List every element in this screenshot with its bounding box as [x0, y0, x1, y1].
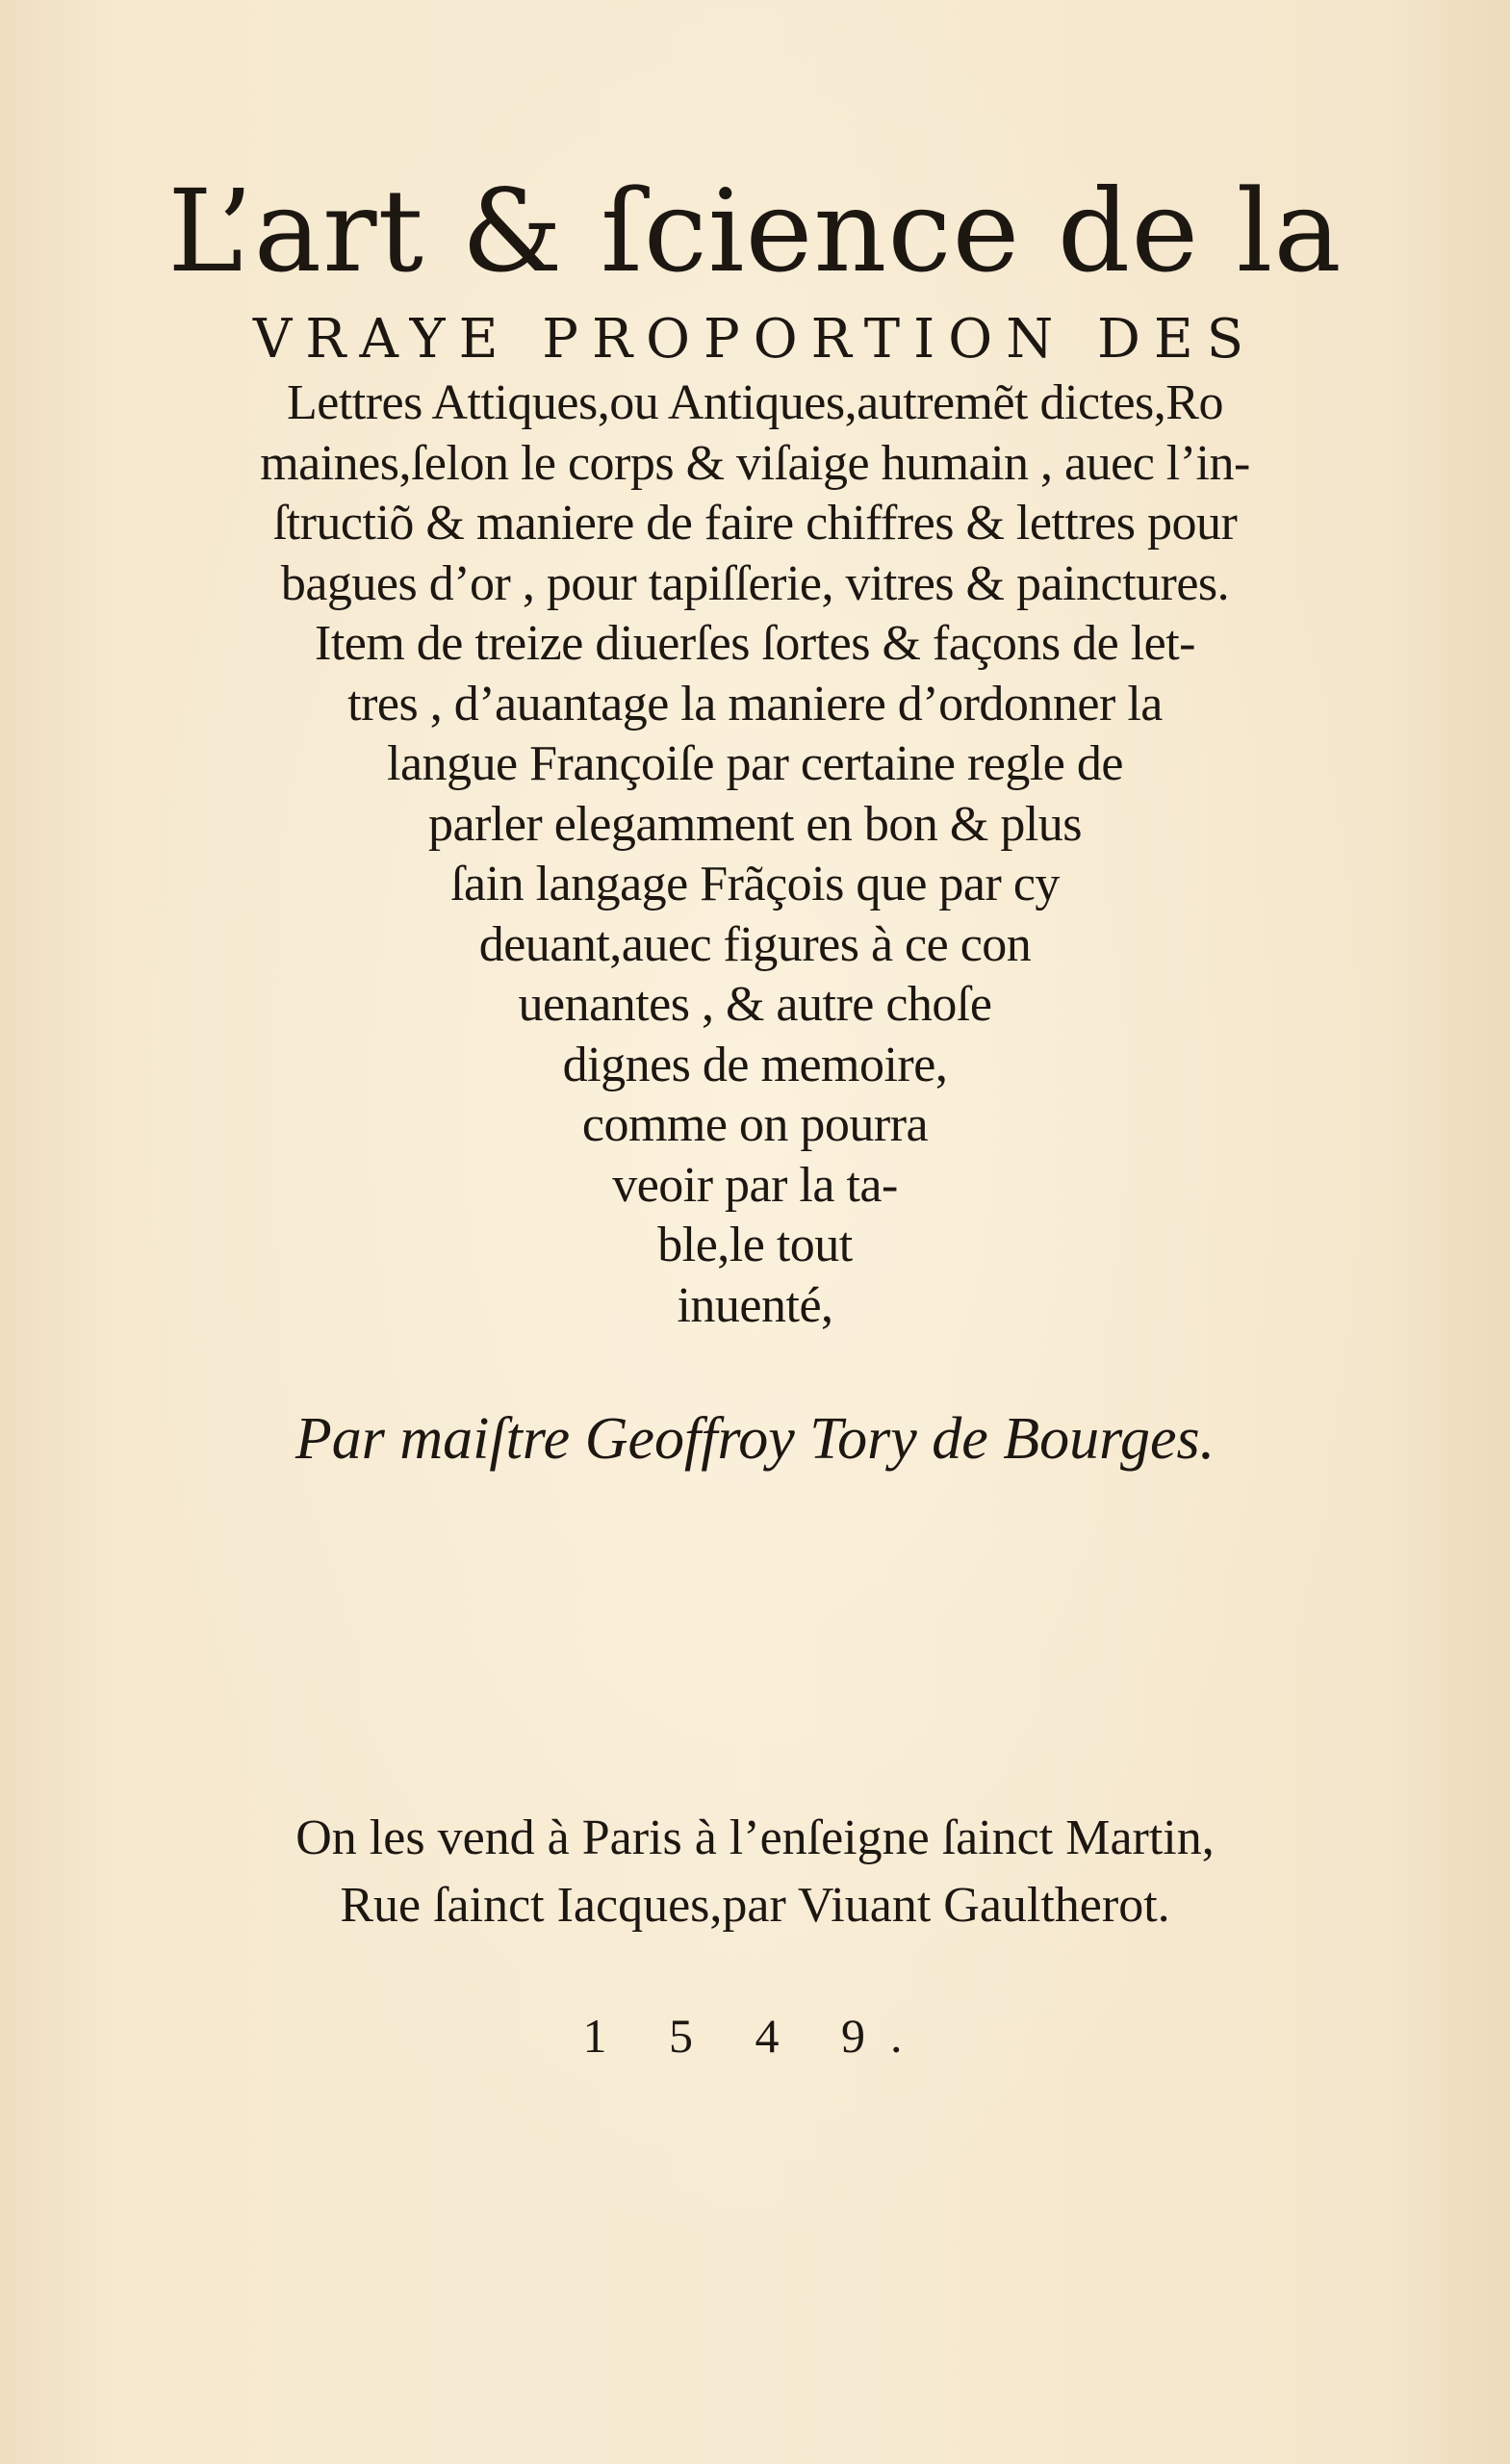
publication-year: 1 5 4 9. — [582, 2009, 928, 2063]
description-line: ſain langage Frãçois que par cy — [450, 857, 1060, 911]
description-line: inuenté, — [677, 1277, 833, 1333]
book-title: L’art & ſcience de la — [167, 165, 1343, 297]
imprint-line-1: On les vend à Paris à l’enſeigne ſainct Martin, — [295, 1810, 1215, 1865]
description-line: tres , d’auantage la maniere d’ordonner la — [347, 676, 1163, 732]
description-line: veoir par la ta- — [612, 1157, 898, 1213]
imprint-line-2: Rue ſainct Iacques,par Viuant Gaultherot. — [340, 1878, 1170, 1933]
description-line: Lettres Attiques,ou Antiques,autremẽt dictes,Ro — [287, 375, 1223, 430]
description-line: ble,le tout — [657, 1218, 853, 1272]
description-line: maines,ſelon le corps & viſaige humain , auec l’in- — [260, 435, 1250, 491]
book-subtitle: VRAYE PROPORTION DES — [252, 308, 1258, 371]
description-line: dignes de memoire, — [562, 1037, 948, 1092]
imprint — [0, 1805, 1510, 1939]
description-line: uenantes , & autre choſe — [518, 977, 992, 1032]
description-line: ſtructiõ & maniere de faire chiffres & lettres pour — [272, 496, 1238, 551]
description-line: comme on pourra — [581, 1097, 929, 1152]
description-line: langue Françoiſe par certaine regle de — [387, 736, 1123, 791]
author-line: Par maiſtre Geoffroy Tory de Bourges. — [294, 1406, 1216, 1472]
description-line: bagues d’or , pour tapiſſerie, vitres & painctures. — [280, 555, 1230, 611]
description-line: Item de treize diuerſes ſortes & façons de let- — [315, 616, 1195, 671]
description-line: parler elegamment en bon & plus — [427, 796, 1083, 852]
description-line: deuant,auec figures à ce con — [478, 916, 1032, 972]
title-description — [0, 373, 1510, 1336]
